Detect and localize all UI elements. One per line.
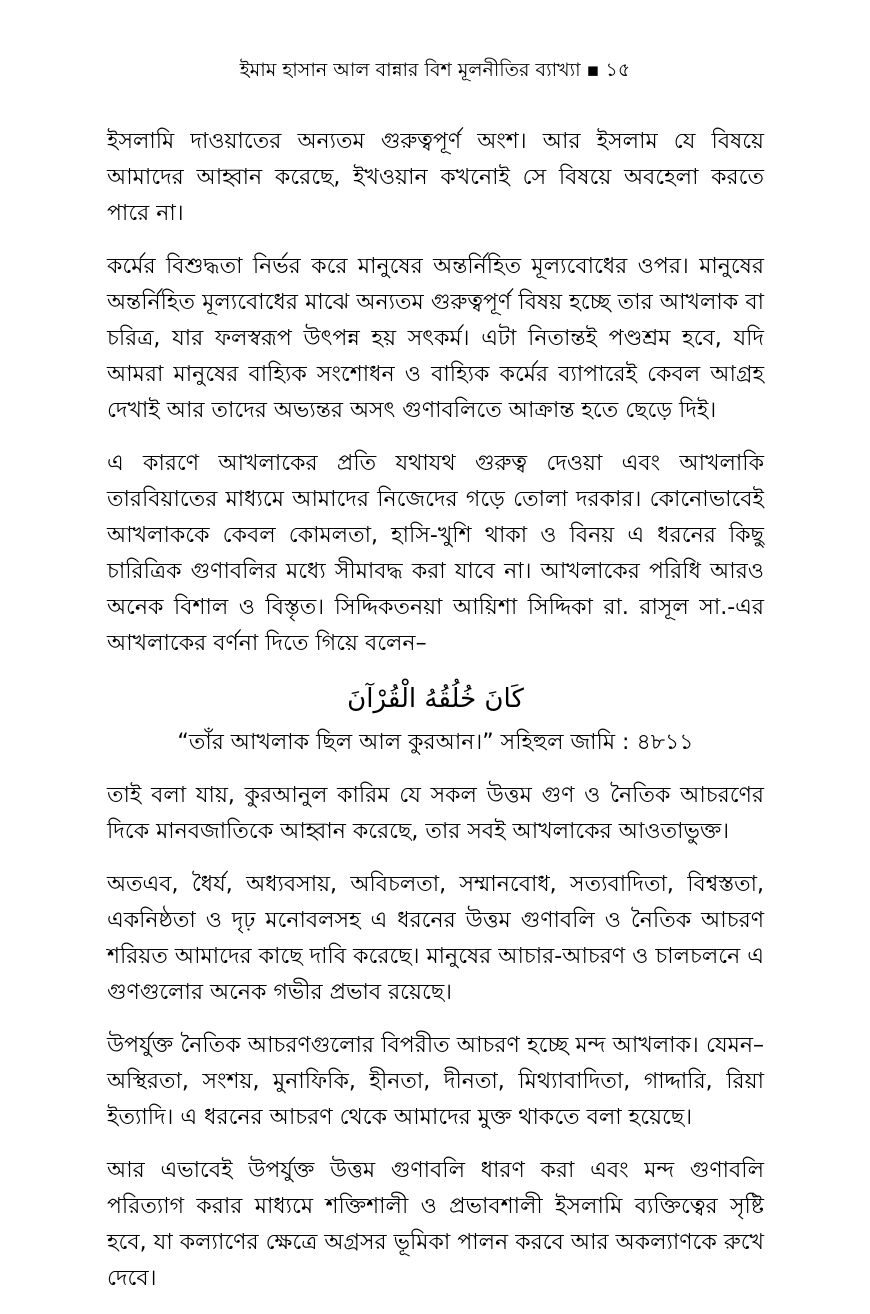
paragraph: কর্মের বিশুদ্ধতা নির্ভর করে মানুষের অন্তর্নিহিত মূল্যবোধের ওপর। মানুষের অন্তর্নিহিত মূল্যবোধের মাঝে অন্যতম গুরুত্বপূর্ণ বিষয় হচ্ছে তার আখলাক বা চরিত্র, যার ফলস্বরূপ উৎপন্ন হয় সৎকর্ম। এটা নিতান্তই পণ্ডশ্রম হবে, যদি আমরা মানুষের বাহ্যিক সংশোধন ও বাহ্যিক কর্মের ব্যাপারেই কেবল আগ্রহ দেখাই আর তাদের অভ্যন্তর অসৎ গুণাবলিতে আক্রান্ত হতে ছেড়ে দিই। (107, 254, 764, 423)
paragraph: তাই বলা যায়, কুরআনুল কারিম যে সকল উত্তম গুণ ও নৈতিক আচরণের দিকে মানবজাতিকে আহ্বান করেছে, তার সবই আখলাকের আওতাভুক্ত। (107, 783, 764, 844)
paragraph: এ কারণে আখলাকের প্রতি যথাযথ গুরুত্ব দেওয়া এবং আখলাকি তারবিয়াতের মাধ্যমে আমাদের নিজেদের গড়ে তোলা দরকার। কোনোভাবেই আখলাককে কেবল কোমলতা, হাসি-খুশি থাকা ও বিনয় এ ধরনের কিছু চারিত্রিক গুণাবলির মধ্যে সীমাবদ্ধ করা যাবে না। আখলাকের পরিধি আরও অনেক বিশাল ও বিস্তৃত। সিদ্দিকতনয়া আয়িশা সিদ্দিকা রা. রাসূল সা.-এর আখলাকের বর্ণনা দিতে গিয়ে বলেন– (107, 451, 764, 656)
paragraph: অতএব, ধৈর্য, অধ্যবসায়, অবিচলতা, সম্মানবোধ, সত্যবাদিতা, বিশ্বস্ততা, একনিষ্ঠতা ও দৃঢ় মনোবলসহ এ ধরনের উত্তম গুণাবলি ও নৈতিক আচরণ শরিয়ত আমাদের কাছে দাবি করেছে। মানুষের আচার-আচরণ ও চালচলনে এ গুণগুলোর অনেক গভীর প্রভাব রয়েছে। (107, 872, 764, 1005)
paragraph: আর এভাবেই উপর্যুক্ত উত্তম গুণাবলি ধারণ করা এবং মন্দ গুণাবলি পরিত্যাগ করার মাধ্যমে শক্তিশালী ও প্রভাবশালী ইসলামি ব্যক্তিত্বের সৃষ্টি হবে, যা কল্যাণের ক্ষেত্রে অগ্রসর ভূমিকা পালন করবে আর অকল্যাণকে রুখে দেবে। (107, 1158, 764, 1291)
arabic-quote: كَانَ خُلُقُهُ الْقُرْآنَ (347, 684, 524, 714)
running-head: ইমাম হাসান আল বান্নার বিশ মূলনীতির ব্যাখ্যা ▪ ১৫ (239, 59, 631, 81)
body-text (107, 124, 764, 1314)
paragraph: উপর্যুক্ত নৈতিক আচরণগুলোর বিপরীত আচরণ হচ্ছে মন্দ আখলাক। যেমন– অস্থিরতা, সংশয়, মুনাফিকি, হীনতা, দীনতা, মিথ্যাবাদিতা, গাদ্দারি, রিয়া ইত্যাদি। এ ধরনের আচরণ থেকে আমাদের মুক্ত থাকতে বলা হয়েছে। (107, 1033, 764, 1130)
quote-translation: “তাঁর আখলাক ছিল আল কুরআন।” সহিহুল জামি : ৪৮১১ (177, 730, 694, 755)
paragraph: ইসলামি দাওয়াতের অন্যতম গুরুত্বপূর্ণ অংশ। আর ইসলাম যে বিষয়ে আমাদের আহ্বান করেছে, ইখওয়ান কখনোই সে বিষয়ে অবহেলা করতে পারে না। (107, 129, 764, 226)
